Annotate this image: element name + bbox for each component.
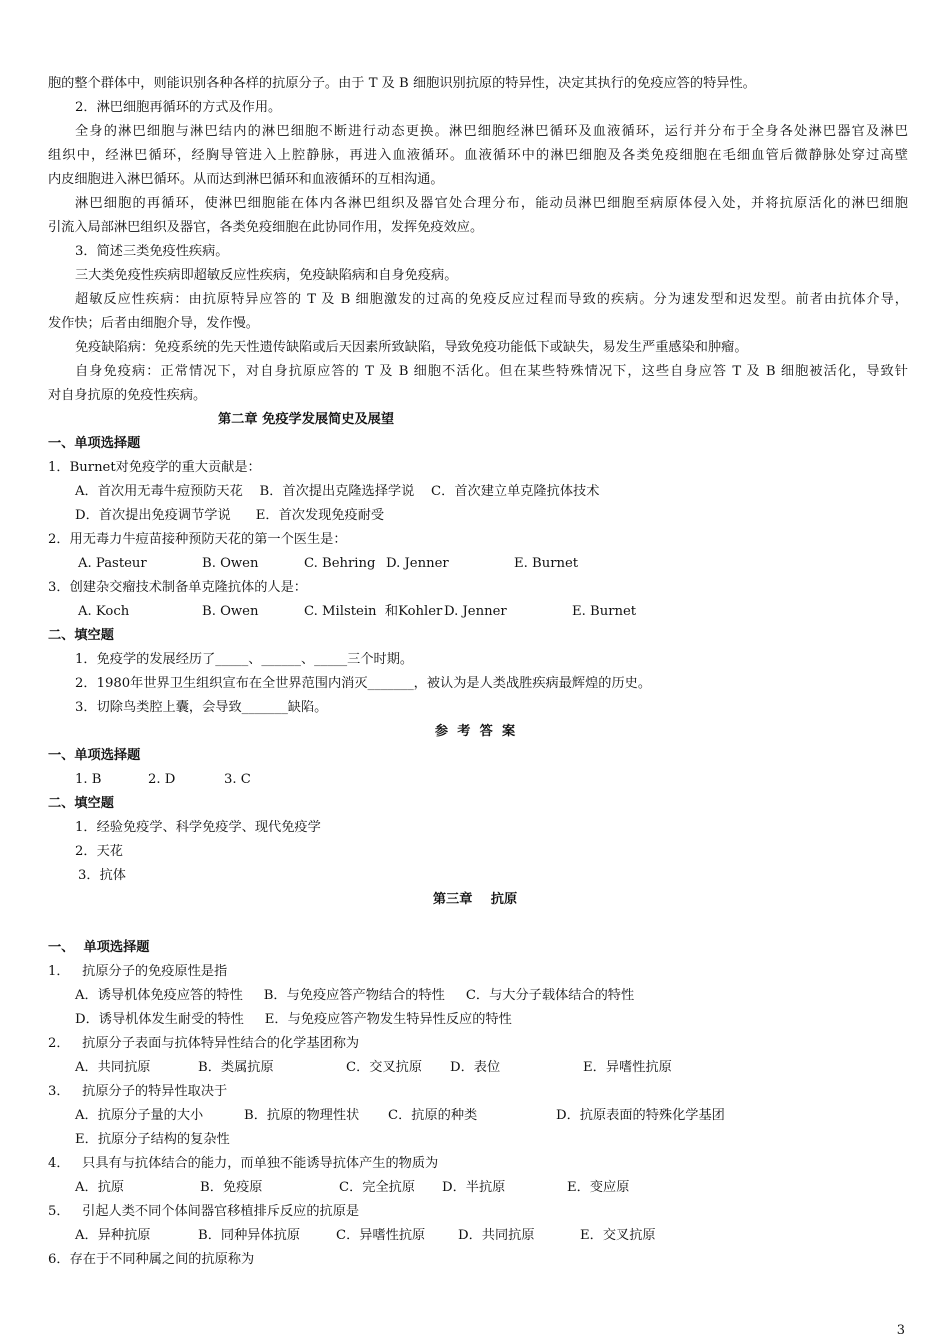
paragraph-text: 发作快；后者由细胞介导，发作慢。 [48,316,259,331]
section-heading: 一、 单项选择题 [48,940,150,955]
answer-item: 3. C [224,772,251,787]
paragraph-text: 对自身抗原的免疫性疾病。 [48,388,207,403]
fill-blank-question: 3．切除鸟类腔上囊，会导致_______缺陷。 [75,700,328,715]
option-a: A. Koch [78,604,130,619]
section-heading: 一、单项选择题 [48,748,141,763]
option-c: C．完全抗原 [339,1180,416,1195]
fill-blank-question: 1．免疫学的发展经历了_____、______、_____三个时期。 [75,652,414,667]
question-text: 2． 抗原分子表面与抗体特异性结合的化学基团称为 [48,1036,360,1051]
question-text: 1．Burnet对免疫学的重大贡献是： [48,460,261,475]
chapter-title: 第三章 抗原 [432,892,518,907]
option-d: D．表位 [450,1060,501,1075]
question-options [48,556,908,572]
question-options: E．抗原分子结构的复杂性 [75,1132,230,1147]
option-a: A．抗原分子量的大小 [75,1108,204,1123]
option-a: A．异种抗原 [75,1228,151,1243]
answer-item: 2. D [148,772,176,787]
option-e: E．交叉抗原 [580,1228,656,1243]
answer-list [48,772,908,788]
page-number: 3 [896,1323,905,1338]
answer-item: 3．抗体 [78,868,126,883]
paragraph-text: 胞的整个群体中，则能识别各种各样的抗原分子。由于 T 及 B 细胞识别抗原的特异性，决定其执行的免疫应答的特异性。 [48,76,756,91]
option-c: C. Milstein 和Kohler [304,604,443,619]
option-c: C．抗原的种类 [388,1108,478,1123]
question-text: 4． 只具有与抗体结合的能力，而单独不能诱导抗体产生的物质为 [48,1156,439,1171]
paragraph-text: 淋巴细胞的再循环，使淋巴细胞能在体内各淋巴组织及器官处合理分布，能动员淋巴细胞至病原体侵入处，并将抗原活化的淋巴细胞 [75,196,908,211]
option-d: D．抗原表面的特殊化学基团 [556,1108,725,1123]
option-b: B. Owen [202,556,259,571]
chapter-title: 第二章 免疫学发展简史及展望 [218,412,395,427]
option-c: C. Behring [304,556,376,571]
option-e: E. Burnet [514,556,579,571]
question-options: A．诱导机体免疫应答的特性 B．与免疫应答产物结合的特性 C．与大分子载体结合的特性 [75,988,635,1003]
option-b: B．抗原的物理性状 [244,1108,360,1123]
section-heading: 二、填空题 [48,628,114,643]
answer-item: 2．天花 [75,844,123,859]
section-heading: 一、单项选择题 [48,436,141,451]
option-c: C．交叉抗原 [346,1060,423,1075]
question-title: 3．简述三类免疫性疾病。 [75,244,229,259]
answers-title: 参 考 答 案 [434,724,516,739]
paragraph-text: 超敏反应性疾病：由抗原特异应答的 T 及 B 细胞激发的过高的免疫反应过程而导致的疾病。分为速发型和迟发型。前者由抗体介导， [75,292,908,307]
question-text: 6．存在于不同种属之间的抗原称为 [48,1252,255,1267]
question-options: D．诱导机体发生耐受的特性 E．与免疫应答产物发生特异性反应的特性 [75,1012,512,1027]
paragraph-text: 三大类免疫性疾病即超敏反应性疾病，免疫缺陷病和自身免疫病。 [75,268,458,283]
question-options [48,1180,908,1196]
option-e: E．异嗜性抗原 [583,1060,672,1075]
option-d: D. Jenner [386,556,449,571]
paragraph-text: 免疫缺陷病：免疫系统的先天性遗传缺陷或后天因素所致缺陷，导致免疫功能低下或缺失，易发生严重感染和肿瘤。 [75,340,748,355]
paragraph-text: 内皮细胞进入淋巴循环。从而达到淋巴循环和血液循环的互相沟通。 [48,172,444,187]
question-text: 3． 抗原分子的特异性取决于 [48,1084,228,1099]
question-options [48,1108,908,1124]
question-options [48,604,908,620]
section-heading: 二、填空题 [48,796,114,811]
option-b: B. Owen [202,604,259,619]
option-d: D．共同抗原 [458,1228,535,1243]
question-options: D．首次提出免疫调节学说 E．首次发现免疫耐受 [75,508,385,523]
answer-item: 1. B [75,772,102,787]
option-a: A．共同抗原 [75,1060,151,1075]
option-c: C．异嗜性抗原 [336,1228,426,1243]
option-e: E. Burnet [572,604,637,619]
question-options [48,1228,908,1244]
answer-item: 1．经验免疫学、科学免疫学、现代免疫学 [75,820,321,835]
question-options [48,1060,908,1076]
question-text: 5． 引起人类不同个体间器官移植排斥反应的抗原是 [48,1204,360,1219]
paragraph-text: 自身免疫病：正常情况下，对自身抗原应答的 T 及 B 细胞不活化。但在某些特殊情况下，这些自身应答 T 及 B 细胞被活化，导致针 [75,364,908,379]
paragraph-text: 组织中，经淋巴循环，经胸导管进入上腔静脉，再进入血液循环。血液循环中的淋巴细胞及各类免疫细胞在毛细血管后微静脉处穿过高壁 [48,148,908,163]
option-d: D. Jenner [444,604,507,619]
option-a: A. Pasteur [78,556,147,571]
paragraph-text: 引流入局部淋巴组织及器官，各类免疫细胞在此协同作用，发挥免疫效应。 [48,220,484,235]
question-text: 2．用无毒力牛痘苗接种预防天花的第一个医生是： [48,532,347,547]
question-text: 1． 抗原分子的免疫原性是指 [48,964,228,979]
option-a: A．抗原 [75,1180,125,1195]
option-b: B．类属抗原 [198,1060,274,1075]
option-b: B．同种异体抗原 [198,1228,301,1243]
question-text: 3．创建杂交瘤技术制备单克隆抗体的人是： [48,580,307,595]
option-d: D．半抗原 [442,1180,506,1195]
question-title: 2．淋巴细胞再循环的方式及作用。 [75,100,282,115]
option-b: B．免疫原 [200,1180,263,1195]
fill-blank-question: 2．1980年世界卫生组织宣布在全世界范围内消灭_______，被认为是人类战胜疾病最辉煌的历史。 [75,676,652,691]
option-e: E．变应原 [567,1180,630,1195]
question-options: A．首次用无毒牛痘预防天花 B．首次提出克隆选择学说 C．首次建立单克隆抗体技术 [75,484,600,499]
paragraph-text: 全身的淋巴细胞与淋巴结内的淋巴细胞不断进行动态更换。淋巴细胞经淋巴循环及血液循环，运行并分布于全身各处淋巴器官及淋巴 [75,124,908,139]
